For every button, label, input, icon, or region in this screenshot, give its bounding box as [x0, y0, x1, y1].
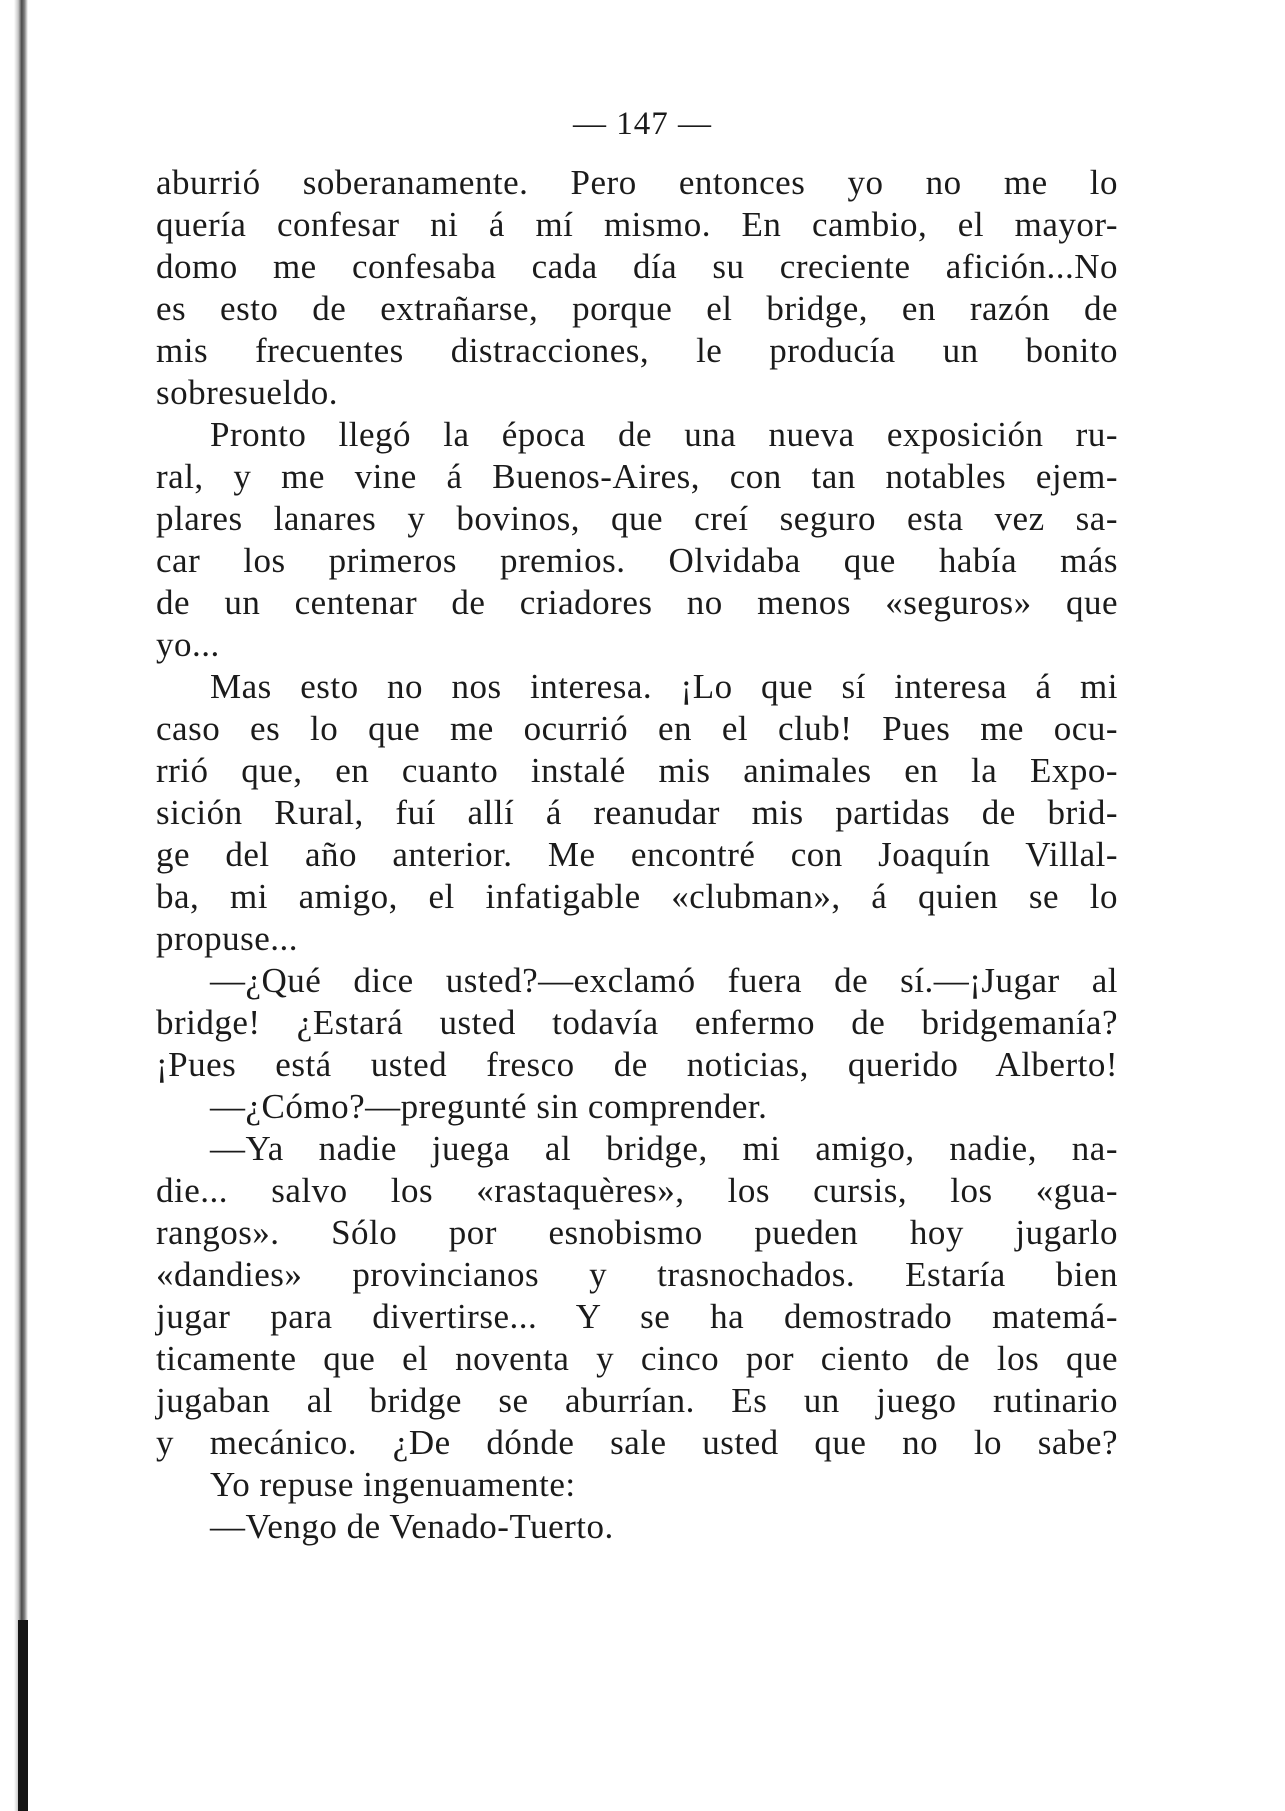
text-line: de un centenar de criadores no menos «seguros» que	[156, 583, 1118, 622]
page-number: — 147 —	[573, 106, 712, 142]
text-line: plares lanares y bovinos, que creí seguro esta vez sa-	[156, 499, 1118, 538]
text-line: propuse...	[156, 919, 299, 958]
text-line: quería confesar ni á mí mismo. En cambio, el mayor-	[156, 205, 1118, 244]
text-line: ¡Pues está usted fresco de noticias, querido Alberto!	[156, 1045, 1118, 1084]
page-binding-edge	[14, 0, 28, 1811]
body-text	[156, 162, 1118, 1548]
text-line: y mecánico. ¿De dónde sale usted que no lo sabe?	[156, 1423, 1118, 1462]
text-line: —¿Qué dice usted?—exclamó fuera de sí.—¡Jugar al	[210, 961, 1118, 1000]
text-line: —¿Cómo?—pregunté sin comprender.	[210, 1087, 768, 1126]
text-line: sobresueldo.	[156, 373, 338, 412]
text-line: —Vengo de Venado-Tuerto.	[210, 1507, 614, 1546]
text-line: die... salvo los «rastaquères», los cursis, los «gua-	[156, 1171, 1118, 1210]
text-line: «dandies» provincianos y trasnochados. Estaría bien	[156, 1255, 1118, 1294]
page-binding-shadow	[18, 1620, 28, 1811]
text-line: domo me confesaba cada día su creciente afición...No	[156, 247, 1118, 286]
text-line: Pronto llegó la época de una nueva exposición ru-	[210, 415, 1118, 454]
text-line: rangos». Sólo por esnobismo pueden hoy jugarlo	[156, 1213, 1118, 1252]
text-line: es esto de extrañarse, porque el bridge, en razón de	[156, 289, 1118, 328]
text-line: car los primeros premios. Olvidaba que había más	[156, 541, 1118, 580]
text-line: sición Rural, fuí allí á reanudar mis partidas de brid-	[156, 793, 1118, 832]
text-line: rrió que, en cuanto instalé mis animales en la Expo-	[156, 751, 1118, 790]
text-line: caso es lo que me ocurrió en el club! Pues me ocu-	[156, 709, 1118, 748]
text-line: mis frecuentes distracciones, le producía un bonito	[156, 331, 1118, 370]
text-line: ral, y me vine á Buenos-Aires, con tan notables ejem-	[156, 457, 1118, 496]
text-line: jugar para divertirse... Y se ha demostrado matemá-	[156, 1297, 1118, 1336]
text-line: Mas esto no nos interesa. ¡Lo que sí interesa á mi	[210, 667, 1118, 706]
text-line: ticamente que el noventa y cinco por ciento de los que	[156, 1339, 1118, 1378]
text-line: Yo repuse ingenuamente:	[210, 1465, 576, 1504]
text-line: —Ya nadie juega al bridge, mi amigo, nadie, na-	[210, 1129, 1118, 1168]
text-line: bridge! ¿Estará usted todavía enfermo de bridgemanía?	[156, 1003, 1118, 1042]
text-line: ba, mi amigo, el infatigable «clubman», á quien se lo	[156, 877, 1118, 916]
text-line: jugaban al bridge se aburrían. Es un juego rutinario	[156, 1381, 1118, 1420]
text-line: yo...	[156, 625, 220, 664]
text-line: ge del año anterior. Me encontré con Joaquín Villal-	[156, 835, 1118, 874]
text-line: aburrió soberanamente. Pero entonces yo no me lo	[156, 163, 1118, 202]
